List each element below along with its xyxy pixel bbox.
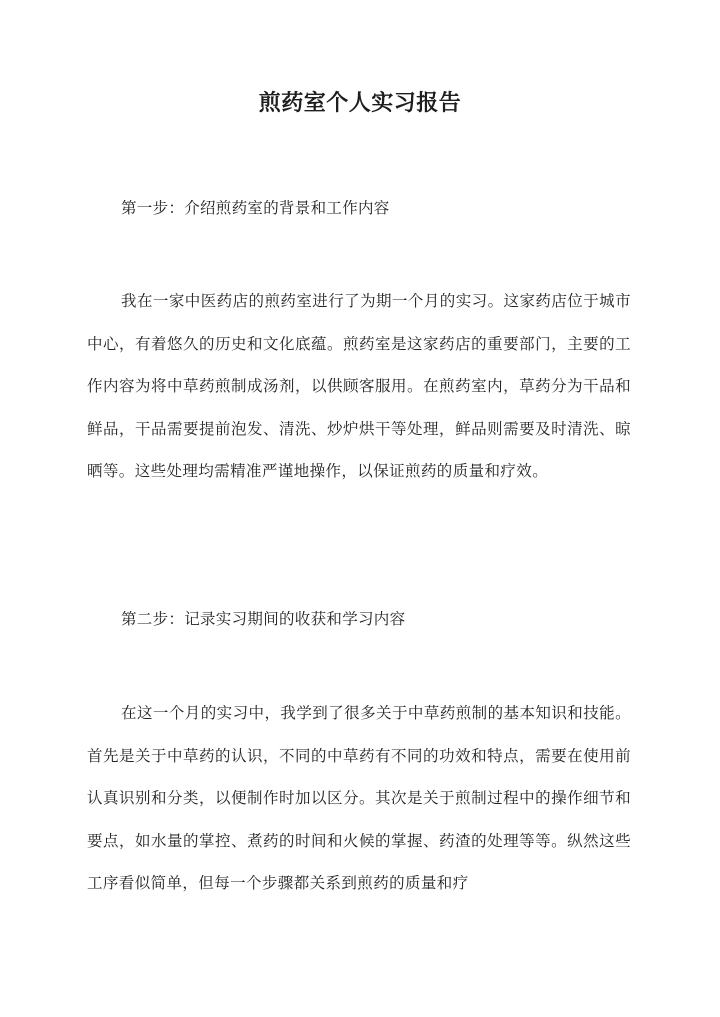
section-heading-2: 第二步：记录实习期间的收获和学习内容 xyxy=(121,610,406,628)
section-heading-1: 第一步：介绍煎药室的背景和工作内容 xyxy=(121,199,390,217)
document-title: 煎药室个人实习报告 xyxy=(258,90,462,116)
section-paragraph-1: 我在一家中医药店的煎药室进行了为期一个月的实习。这家药店位于城市中心，有着悠久的历史和文化底蕴。煎药室是这家药店的重要部门，主要的工作内容为将中草药煎制成汤剂，以供顾客服用。在煎药室内，草药分为干品和鲜品，干品需要提前泡发、清洗、炒炉烘干等处理，鲜品则需要及时清洗、晾晒等。这些处理均需精准严谨地操作，以保证煎药的质量和疗效。 xyxy=(87,292,631,480)
section-paragraph-2: 在这一个月的实习中，我学到了很多关于中草药煎制的基本知识和技能。首先是关于中草药的认识，不同的中草药有不同的功效和特点，需要在使用前认真识别和分类，以便制作时加以区分。其次是关于煎制过程中的操作细节和要点，如水量的掌控、煮药的时间和火候的掌握、药渣的处理等等。纵然这些工序看似简单，但每一个步骤都关系到煎药的质量和疗 xyxy=(87,704,631,892)
